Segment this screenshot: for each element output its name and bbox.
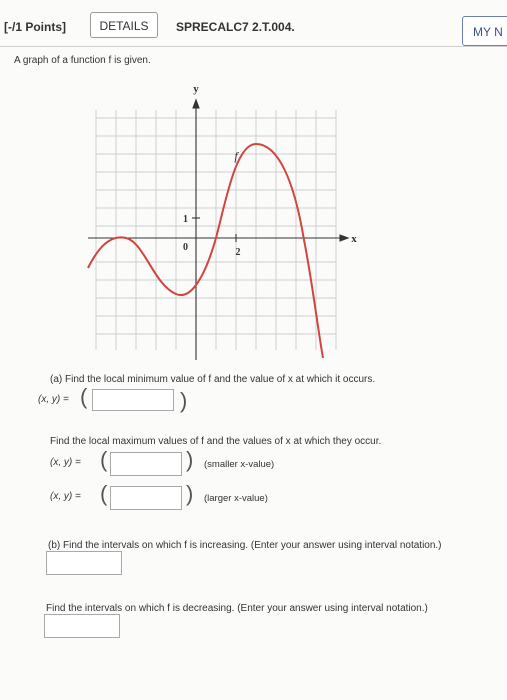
local-min-question: (a) Find the local minimum value of f and the value of x at which it occurs. (50, 374, 376, 385)
grid (96, 110, 336, 350)
x-tick-label: 2 (235, 247, 241, 258)
header-divider (0, 46, 507, 47)
header-bar (0, 0, 507, 58)
open-paren-max1: ( (100, 447, 108, 472)
problem-code: SPRECALC7 2.T.004. (176, 20, 295, 34)
local-max1-note: (smaller x-value) (204, 459, 275, 470)
close-paren-min: ) (180, 388, 188, 413)
function-graph (86, 80, 361, 365)
local-min-pair-label: (x, y) = (38, 394, 69, 405)
close-paren-max1: ) (186, 447, 194, 472)
local-min-input[interactable] (92, 389, 174, 411)
local-max1-pair-label: (x, y) = (50, 457, 81, 468)
decreasing-question: Find the intervals on which f is decreasing. (Enter your answer using interval notation.) (46, 603, 428, 614)
y-axis-label: y (193, 83, 199, 95)
local-max2-note: (larger x-value) (204, 493, 268, 504)
y-tick-label: 1 (183, 214, 188, 225)
local-max2-input[interactable] (110, 486, 182, 510)
points-label: [-/1 Points] (4, 20, 66, 34)
my-notes-button[interactable]: MY N (462, 16, 507, 46)
x-axis-label: x (351, 233, 357, 245)
increasing-input[interactable] (46, 551, 122, 575)
origin-label: 0 (183, 242, 188, 253)
details-button[interactable]: DETAILS (90, 12, 158, 38)
function-curve (88, 144, 323, 358)
local-max-question: Find the local maximum values of f and the values of x at which they occur. (50, 436, 382, 447)
local-max1-input[interactable] (110, 452, 182, 476)
intro-text: A graph of a function f is given. (14, 55, 151, 66)
open-paren-max2: ( (100, 481, 108, 506)
function-label: f (234, 149, 238, 163)
close-paren-max2: ) (186, 481, 194, 506)
open-paren-min: ( (80, 384, 88, 409)
decreasing-input[interactable] (44, 614, 120, 638)
local-max2-pair-label: (x, y) = (50, 491, 81, 502)
increasing-question: (b) Find the intervals on which f is increasing. (Enter your answer using interval notation.) (48, 540, 442, 551)
